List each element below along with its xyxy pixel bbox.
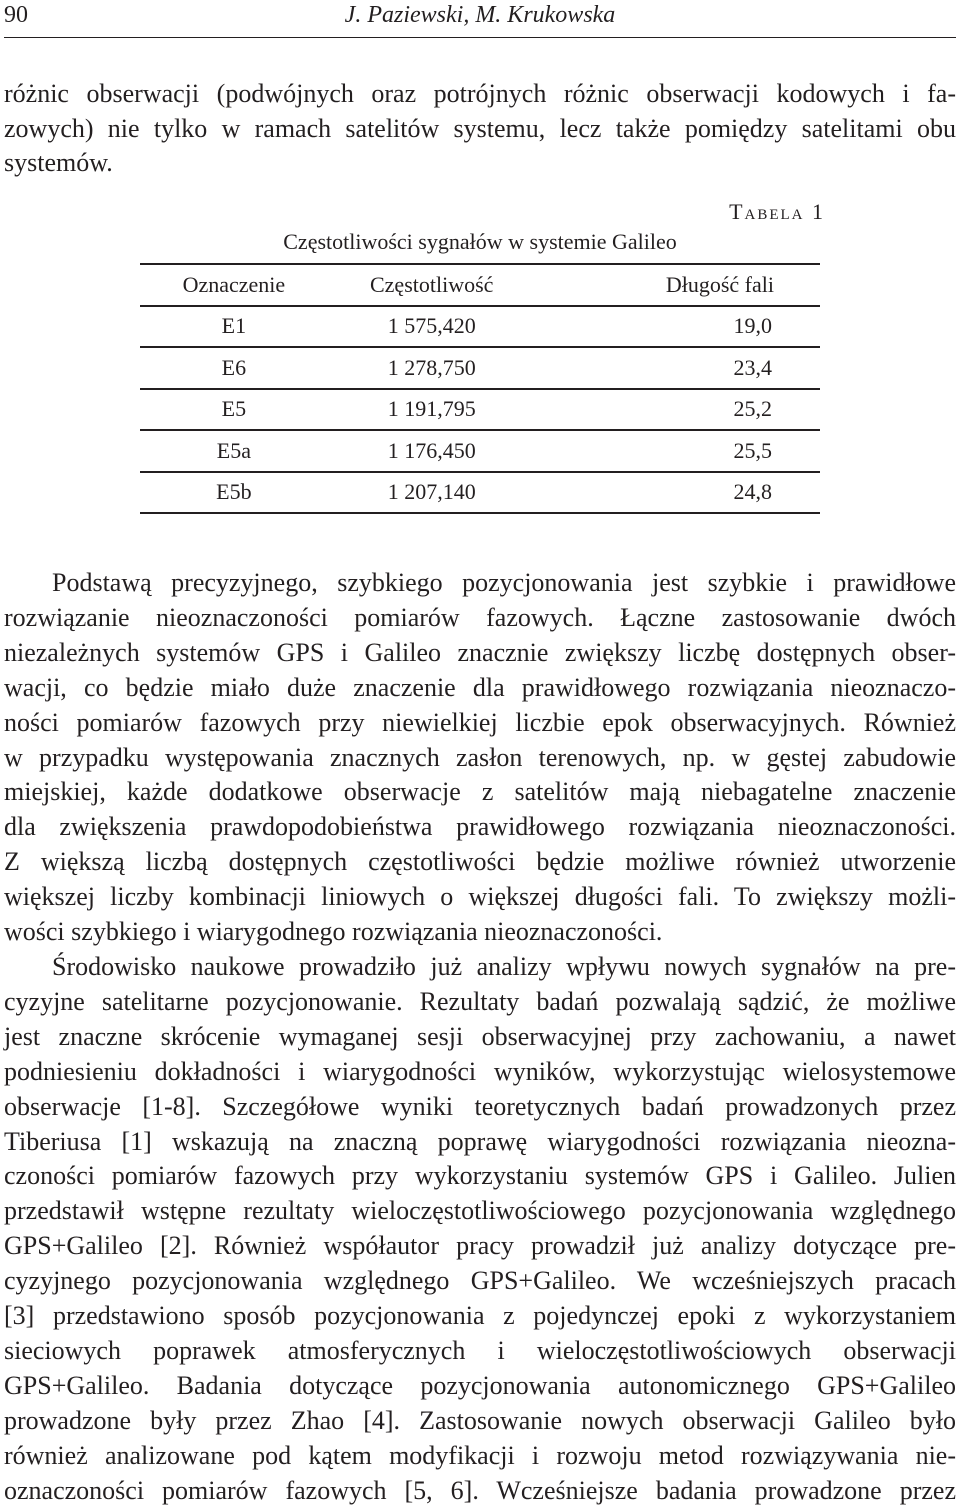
text-line: miejskiej, każde dodatkowe obserwacje z satelitów mają niebagatelne znaczenie (4, 777, 956, 807)
cell-wavelength: 25,5 (536, 430, 820, 472)
cell-frequency: 1 176,450 (328, 430, 536, 472)
column-header-frequency: Częstotliwość (328, 264, 536, 306)
table-label: Tabela 1 (729, 199, 825, 224)
text-line: podniesieniu dokładności i wiarygodności wyników, wykorzystując wielosystemowe (4, 1056, 956, 1086)
cell-frequency: 1 191,795 (328, 389, 536, 431)
text-line: również analizowane pod kątem modyfikacji i rozwoju metod rozwiązywania nie- (4, 1440, 956, 1470)
cell-frequency: 1 575,420 (328, 306, 536, 348)
text-line: GPS+Galileo. Badania dotyczące pozycjonowania autonomicznego GPS+Galileo (4, 1370, 956, 1400)
column-header-designation: Oznaczenie (140, 264, 328, 306)
text-line: obserwacje [1-8]. Szczegółowe wyniki teoretycznych badań prowadzonych przez (4, 1091, 956, 1121)
text-line: rozwiązanie nieoznaczoności pomiarów fazowych. Łączne zastosowanie dwóch (4, 602, 956, 632)
cell-frequency: 1 278,750 (328, 347, 536, 389)
intro-paragraph (4, 77, 956, 181)
text-line: czoności pomiarów fazowych przy wykorzystaniu systemów GPS i Galileo. Julien (4, 1161, 956, 1191)
column-header-wavelength: Długość fali (536, 264, 820, 306)
text-line: Z większą liczbą dostępnych częstotliwości będzie możliwe również utworzenie (4, 847, 956, 877)
text-line: GPS+Galileo [2]. Również współautor pracy prowadził już analizy dotyczące pre- (4, 1231, 956, 1261)
text-line: wacji, co będzie miało duże znaczenie dla prawidłowego rozwiązania nieoznaczo- (4, 672, 956, 702)
table-row (140, 306, 820, 348)
cell-frequency: 1 207,140 (328, 472, 536, 514)
text-line: Środowisko naukowe prowadziło już analizy wpływu nowych sygnałów na pre- (52, 951, 956, 981)
text-line: ności pomiarów fazowych przy niewielkiej liczbie epok obserwacyjnych. Również (4, 707, 956, 737)
table-row (140, 430, 820, 472)
cell-wavelength: 25,2 (536, 389, 820, 431)
cell-designation: E1 (140, 306, 328, 348)
page-number: 90 (4, 2, 28, 28)
text-line: niezależnych systemów GPS i Galileo znacznie zwiększy liczbę dostępnych obser- (4, 637, 956, 667)
cell-wavelength: 24,8 (536, 472, 820, 514)
body-text (4, 566, 956, 1508)
text-line: Tiberiusa [1] wskazują na znaczną poprawę wiarygodności rozwiązania nieozna- (4, 1126, 956, 1156)
text-line: większej liczby kombinacji liniowych o większej długości fali. To zwiększy możli- (4, 882, 956, 912)
table-row (140, 472, 820, 514)
text-line: cyzyjne satelitarne pozycjonowanie. Rezultaty badań pozwalają sądzić, że możliwe (4, 986, 956, 1016)
cell-designation: E5b (140, 472, 328, 514)
text-line: oznaczoności pomiarów fazowych [5, 6]. Wcześniejsze badania prowadzone przez (4, 1475, 956, 1505)
cell-designation: E6 (140, 347, 328, 389)
cell-wavelength: 23,4 (536, 347, 820, 389)
table-row (140, 389, 820, 431)
text-line: [3] przedstawiono sposób pozycjonowania z pojedynczej epoki z wykorzystaniem (4, 1301, 956, 1331)
text-line: systemów. (4, 148, 113, 177)
text-line: zowych) nie tylko w ramach satelitów systemu, lecz także pomiędzy satelitami obu (4, 113, 956, 143)
text-line: cyzyjnego pozycjonowania względnego GPS+Galileo. We wcześniejszych pracach (4, 1266, 956, 1296)
text-line: prowadzone były przez Zhao [4]. Zastosowanie nowych obserwacji Galileo było (4, 1405, 956, 1435)
text-line: Podstawą precyzyjnego, szybkiego pozycjonowania jest szybkie i prawidłowe (52, 568, 956, 597)
header-rule (4, 37, 956, 38)
text-line: różnic obserwacji (podwójnych oraz potrójnych różnic obserwacji kodowych i fa- (4, 79, 956, 108)
text-line: w przypadku występowania znacznych zasłon terenowych, np. w gęstej zabudowie (4, 742, 956, 772)
table-row (140, 347, 820, 389)
table-header-row (140, 264, 820, 306)
table-caption: Częstotliwości sygnałów w systemie Galileo (283, 229, 677, 254)
text-line: przedstawił wstępne rezultaty wieloczęstotliwościowego pozycjonowania względnego (4, 1196, 956, 1226)
cell-designation: E5 (140, 389, 328, 431)
text-line: dla zwiększenia prawdopodobieństwa prawidłowego rozwiązania nieoznaczoności. (4, 812, 956, 842)
running-head: J. Paziewski, M. Krukowska (344, 2, 616, 28)
text-line: wości szybkiego i wiarygodnego rozwiązania nieoznaczoności. (4, 917, 663, 947)
text-line: sieciowych poprawek atmosferycznych i wieloczęstotliwościowych obserwacji (4, 1335, 956, 1365)
cell-designation: E5a (140, 430, 328, 472)
frequency-table (140, 263, 820, 514)
text-line: jest znaczne skrócenie wymaganej sesji obserwacyjnej przy zachowaniu, a nawet (4, 1021, 956, 1051)
cell-wavelength: 19,0 (536, 306, 820, 348)
